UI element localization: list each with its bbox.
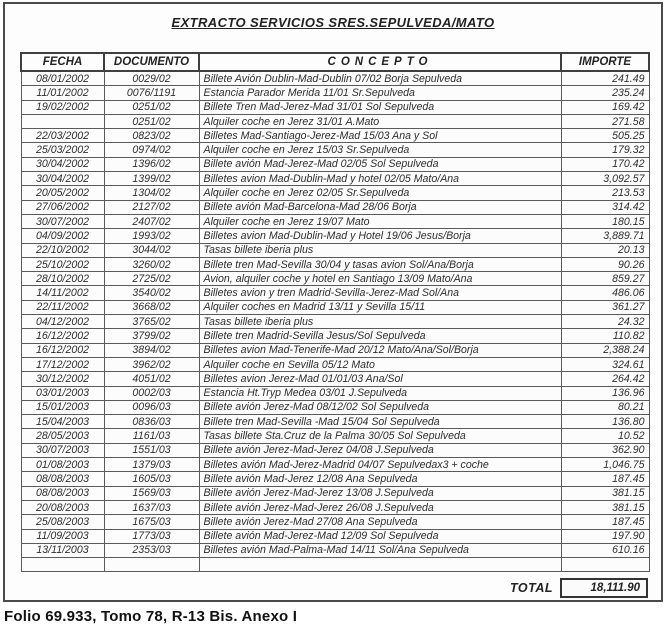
documento-cell: 2407/02: [104, 214, 199, 228]
total-label: TOTAL: [509, 581, 553, 595]
table-row: [21, 100, 649, 114]
concepto-cell: Billete avión Mad-Jerez-Mad 02/05 Sol Sepulveda: [199, 157, 561, 171]
fecha-cell: 08/01/2002: [21, 71, 104, 86]
fecha-cell: 28/10/2002: [21, 272, 104, 286]
document-title: EXTRACTO SERVICIOS SRES.SEPULVEDA/MATO: [171, 15, 495, 30]
table-row: [21, 372, 649, 386]
concepto-cell: Billete avión Mad-Jerez-Mad 12/09 Sol Sepulveda: [199, 529, 561, 543]
column-header-documento: DOCUMENTO: [104, 53, 199, 71]
fecha-cell: 20/05/2002: [21, 186, 104, 200]
documento-cell: 3894/02: [104, 343, 199, 357]
concepto-cell: Tasas billete iberia plus: [199, 315, 561, 329]
fecha-cell: 16/12/2002: [21, 343, 104, 357]
documento-cell: 1551/03: [104, 443, 199, 457]
concepto-cell: Billete tren Mad-Sevilla -Mad 15/04 Sol Sepulveda: [199, 415, 561, 429]
table-row: [21, 429, 649, 443]
documento-cell: 0974/02: [104, 143, 199, 157]
fecha-cell: 15/04/2003: [21, 415, 104, 429]
column-header-fecha: FECHA: [21, 53, 104, 71]
fecha-cell: 01/08/2003: [21, 458, 104, 472]
documento-cell: 0823/02: [104, 129, 199, 143]
table-row: [21, 186, 649, 200]
concepto-cell: Billetes avión Mad-Jerez-Madrid 04/07 Sepulvedax3 + coche: [199, 458, 561, 472]
importe-cell: 187.45: [561, 515, 649, 529]
fecha-cell: 30/07/2002: [21, 214, 104, 228]
table-row: [21, 214, 649, 228]
documento-cell: 1396/02: [104, 157, 199, 171]
importe-cell: 314.42: [561, 200, 649, 214]
table-row: [21, 558, 649, 572]
column-header-importe: IMPORTE: [561, 53, 649, 71]
concepto-cell: Alquiler coche en Jerez 02/05 Sr.Sepulveda: [199, 186, 561, 200]
folio-footer: Folio 69.933, Tomo 78, R-13 Bis. Anexo I: [4, 608, 298, 625]
documento-cell: 1993/02: [104, 229, 199, 243]
fecha-cell: 30/07/2003: [21, 443, 104, 457]
table-row: [21, 129, 649, 143]
table-row: [21, 458, 649, 472]
table-row: [21, 71, 649, 86]
fecha-cell: 11/09/2003: [21, 529, 104, 543]
table-row: [21, 243, 649, 257]
table-row: [21, 443, 649, 457]
importe-cell: 241.49: [561, 71, 649, 86]
total-line: [20, 578, 648, 598]
importe-cell: 381.15: [561, 500, 649, 514]
fecha-cell: 22/11/2002: [21, 300, 104, 314]
table-row: [21, 172, 649, 186]
importe-cell: 213.53: [561, 186, 649, 200]
documento-cell: 1637/03: [104, 500, 199, 514]
concepto-cell: Billetes avion y tren Madrid-Sevilla-Jerez-Mad Sol/Ana: [199, 286, 561, 300]
table-row: [21, 157, 649, 171]
importe-cell: 90.26: [561, 257, 649, 271]
concepto-cell: Billetes avion Mad-Tenerife-Mad 20/12 Mato/Ana/Sol/Borja: [199, 343, 561, 357]
importe-cell: 179.32: [561, 143, 649, 157]
table-row: [21, 529, 649, 543]
table-row: [21, 300, 649, 314]
table-row: [21, 400, 649, 414]
documento-cell: 3540/02: [104, 286, 199, 300]
documento-cell: 2127/02: [104, 200, 199, 214]
table-body: [21, 71, 649, 572]
table-row: [21, 257, 649, 271]
table-row: [21, 357, 649, 371]
importe-cell: [561, 558, 649, 572]
concepto-cell: [199, 558, 561, 572]
importe-cell: 1,046.75: [561, 458, 649, 472]
fecha-cell: 19/02/2002: [21, 100, 104, 114]
fecha-cell: 28/05/2003: [21, 429, 104, 443]
fecha-cell: 25/08/2003: [21, 515, 104, 529]
fecha-cell: 22/10/2002: [21, 243, 104, 257]
concepto-cell: Billetes avion Mad-Dublin-Mad y hotel 02/05 Mato/Ana: [199, 172, 561, 186]
documento-cell: 3765/02: [104, 315, 199, 329]
fecha-cell: 08/08/2003: [21, 486, 104, 500]
fecha-cell: 17/12/2002: [21, 357, 104, 371]
documento-cell: 3799/02: [104, 329, 199, 343]
importe-cell: 136.96: [561, 386, 649, 400]
fecha-cell: 30/04/2002: [21, 157, 104, 171]
concepto-cell: Billetes Mad-Santiago-Jerez-Mad 15/03 Ana y Sol: [199, 129, 561, 143]
importe-cell: 264.42: [561, 372, 649, 386]
concepto-cell: Alquiler coche en Jerez 31/01 A.Mato: [199, 114, 561, 128]
documento-cell: 1161/03: [104, 429, 199, 443]
importe-cell: 505.25: [561, 129, 649, 143]
documento-cell: [104, 558, 199, 572]
importe-cell: 197.90: [561, 529, 649, 543]
fecha-cell: 11/01/2002: [21, 86, 104, 100]
documento-cell: 3260/02: [104, 257, 199, 271]
importe-cell: 381.15: [561, 486, 649, 500]
table-row: [21, 472, 649, 486]
concepto-cell: Alquiler coche en Sevilla 05/12 Mato: [199, 357, 561, 371]
concepto-cell: Billetes avion Jerez-Mad 01/01/03 Ana/Sol: [199, 372, 561, 386]
concepto-cell: Billete tren Mad-Sevilla 30/04 y tasas avion Sol/Ana/Borja: [199, 257, 561, 271]
concepto-cell: Estancia Ht.Tryp Medea 03/01 J.Sepulveda: [199, 386, 561, 400]
documento-cell: 1773/03: [104, 529, 199, 543]
importe-cell: 10.52: [561, 429, 649, 443]
documento-cell: 1379/03: [104, 458, 199, 472]
importe-cell: 136.80: [561, 415, 649, 429]
table-row: [21, 143, 649, 157]
fecha-cell: 08/08/2003: [21, 472, 104, 486]
concepto-cell: Avion, alquiler coche y hotel en Santiago 13/09 Mato/Ana: [199, 272, 561, 286]
importe-cell: 20.13: [561, 243, 649, 257]
table-row: [21, 272, 649, 286]
fecha-cell: 25/03/2002: [21, 143, 104, 157]
documento-cell: 1605/03: [104, 472, 199, 486]
documento-cell: 0076/1191: [104, 86, 199, 100]
documento-cell: 0096/03: [104, 400, 199, 414]
documento-cell: 1304/02: [104, 186, 199, 200]
concepto-cell: Billete tren Madrid-Sevilla Jesus/Sol Sepulveda: [199, 329, 561, 343]
fecha-cell: 25/10/2002: [21, 257, 104, 271]
fecha-cell: 16/12/2002: [21, 329, 104, 343]
table-header-row: [21, 53, 649, 71]
fecha-cell: 27/06/2002: [21, 200, 104, 214]
importe-cell: 3,889.71: [561, 229, 649, 243]
importe-cell: 235.24: [561, 86, 649, 100]
documento-cell: 4051/02: [104, 372, 199, 386]
table-row: [21, 200, 649, 214]
table-row: [21, 229, 649, 243]
importe-cell: 362.90: [561, 443, 649, 457]
importe-cell: 610.16: [561, 543, 649, 557]
table-row: [21, 286, 649, 300]
documento-cell: 0836/03: [104, 415, 199, 429]
table-row: [21, 114, 649, 128]
table-row: [21, 329, 649, 343]
fecha-cell: 20/08/2003: [21, 500, 104, 514]
importe-cell: 187.45: [561, 472, 649, 486]
concepto-cell: Billete Tren Mad-Jerez-Mad 31/01 Sol Sepulveda: [199, 100, 561, 114]
importe-cell: 859.27: [561, 272, 649, 286]
documento-cell: 1399/02: [104, 172, 199, 186]
fecha-cell: 15/01/2003: [21, 400, 104, 414]
column-header-concepto: CONCEPTO: [199, 53, 561, 71]
concepto-cell: Billete avión Jerez-Mad-Jerez 13/08 J.Sepulveda: [199, 486, 561, 500]
importe-cell: 2,388.24: [561, 343, 649, 357]
concepto-cell: Billetes avión Mad-Palma-Mad 14/11 Sol/Ana Sepulveda: [199, 543, 561, 557]
documento-cell: 3668/02: [104, 300, 199, 314]
concepto-cell: Tasas billete iberia plus: [199, 243, 561, 257]
concepto-cell: Billete avión Jerez-Mad-Jerez 04/08 J.Sepulveda: [199, 443, 561, 457]
documento-cell: 2353/03: [104, 543, 199, 557]
fecha-cell: 30/12/2002: [21, 372, 104, 386]
documento-cell: 1569/03: [104, 486, 199, 500]
documento-cell: 3044/02: [104, 243, 199, 257]
importe-cell: 170.42: [561, 157, 649, 171]
fecha-cell: 14/11/2002: [21, 286, 104, 300]
concepto-cell: Billetes avion Mad-Dublin-Mad y Hotel 19/06 Jesus/Borja: [199, 229, 561, 243]
importe-cell: 180.15: [561, 214, 649, 228]
concepto-cell: Alquiler coches en Madrid 13/11 y Sevilla 15/11: [199, 300, 561, 314]
fecha-cell: 22/03/2002: [21, 129, 104, 143]
concepto-cell: Estancia Parador Merida 11/01 Sr.Sepulveda: [199, 86, 561, 100]
importe-cell: 169.42: [561, 100, 649, 114]
table-row: [21, 486, 649, 500]
fecha-cell: 30/04/2002: [21, 172, 104, 186]
importe-cell: 324.61: [561, 357, 649, 371]
concepto-cell: Tasas billete Sta.Cruz de la Palma 30/05 Sol Sepulveda: [199, 429, 561, 443]
fecha-cell: 13/11/2003: [21, 543, 104, 557]
concepto-cell: Billete avión Mad-Jerez 12/08 Ana Sepulveda: [199, 472, 561, 486]
documento-cell: 0029/02: [104, 71, 199, 86]
total-value: 18,111.90: [560, 578, 648, 598]
importe-cell: 3,092.57: [561, 172, 649, 186]
documento-cell: 0251/02: [104, 114, 199, 128]
importe-cell: 361.27: [561, 300, 649, 314]
importe-cell: 486.06: [561, 286, 649, 300]
table-row: [21, 386, 649, 400]
fecha-cell: 04/12/2002: [21, 315, 104, 329]
importe-cell: 110.82: [561, 329, 649, 343]
importe-cell: 271.58: [561, 114, 649, 128]
documento-cell: 0251/02: [104, 100, 199, 114]
concepto-cell: Billete avión Jerez-Mad 27/08 Ana Sepulveda: [199, 515, 561, 529]
concepto-cell: Billete avión Mad-Barcelona-Mad 28/06 Borja: [199, 200, 561, 214]
concepto-cell: Billete avión Jerez-Mad 08/12/02 Sol Sepulveda: [199, 400, 561, 414]
documento-cell: 3962/02: [104, 357, 199, 371]
table-row: [21, 543, 649, 557]
documento-cell: 2725/02: [104, 272, 199, 286]
services-table: [20, 52, 650, 572]
concepto-cell: Billete avión Jerez-Mad-Jerez 26/08 J.Sepulveda: [199, 500, 561, 514]
importe-cell: 24.32: [561, 315, 649, 329]
concepto-cell: Alquiler coche en Jerez 15/03 Sr.Sepulveda: [199, 143, 561, 157]
importe-cell: 80.21: [561, 400, 649, 414]
scanned-page-frame: [3, 2, 663, 602]
table-row: [21, 500, 649, 514]
concepto-cell: Alquiler coche en Jerez 19/07 Mato: [199, 214, 561, 228]
table-row: [21, 515, 649, 529]
table-row: [21, 415, 649, 429]
table-row: [21, 343, 649, 357]
fecha-cell: [21, 114, 104, 128]
table-row: [21, 86, 649, 100]
documento-cell: 1675/03: [104, 515, 199, 529]
fecha-cell: [21, 558, 104, 572]
concepto-cell: Billete Avión Dublin-Mad-Dublin 07/02 Borja Sepulveda: [199, 71, 561, 86]
table-row: [21, 315, 649, 329]
fecha-cell: 03/01/2003: [21, 386, 104, 400]
fecha-cell: 04/09/2002: [21, 229, 104, 243]
documento-cell: 0002/03: [104, 386, 199, 400]
